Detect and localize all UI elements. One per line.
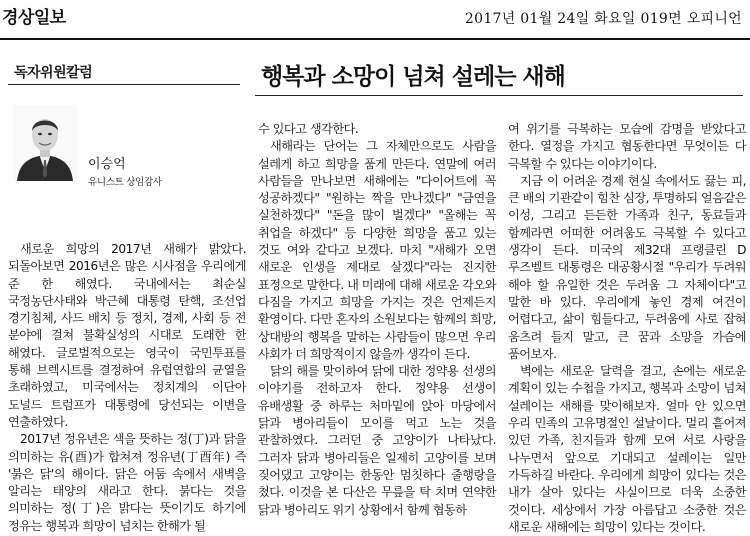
headline-divider [255,95,743,96]
article-paragraph: 여 위기를 극복하는 모습에 감명을 받았다고 한다. 열정을 가지고 협동한다면 무엇이든 다 극복할 수 있다는 이야기이다. [508,122,746,171]
article-column-3 [508,121,746,534]
article-paragraph: 지금 이 어려운 경제 현실 속에서도 끓는 피, 큰 배의 기관같이 힘찬 심장, 투명하되 얼음같은 이성, 그리고 든든한 가족과 친구, 동료들과 함께라면 어떠한 어려움도 극복할 수 있다고 생각이 든다. 미국의 제32대 프랭클린 D 루즈벨트 대통령은 대공황시절 "우리가 두려워 해야 할 유일한 것은 두려움 그 자체이다"고 말한 바 있다. 우리에게 놓인 경제 여건이 어렵다고, 삶이 힘들다고, 두려움에 사로 잡혀 움츠려 들지 말고, 큰 꿈과 소망을 가슴에 품어보자. [508,173,746,361]
author-title: 유니스트 상임감사 [88,177,162,188]
article-column-1 [8,241,246,533]
article-paragraph: 벽에는 새로운 달력을 걸고, 손에는 새로운 계획이 있는 수첩을 가지고, 행복과 소망이 넘쳐 설레이는 새해를 맞이해보자. 얼마 안 있으면 우리 민족의 고유명절인 설날이다. 멀리 흩어져 있던 가족, 친지들과 함께 모여 서로 사랑을 나누면서 앞으로 기대되고 설레이는 일만 가득하길 바란다. 우리에게 희망이 있다는 것은 내가 살아 있다는 사실이므로 더욱 소중한 것이다. 세상에서 가장 아름답고 소중한 것은 새로운 새해에는 희망이 있다는 것이다. [508,364,746,534]
masthead-divider [0,38,750,40]
column-label: 독자위원칼럼 [14,65,93,81]
article-paragraph: 새해라는 단어는 그 자체만으로도 사람을 설레게 하고 희망을 품게 만든다. 연말에 여러 사람들을 만나보면 새해에는 "다이어트에 꼭 성공하겠다" "원하는 짝을 만나겠다" "금연을 실천하겠다" "돈을 많이 벌겠다" "올해는 꼭 취업을 하겠다" 등 다양한 희망을 품고 있는 것도 여와 같다고 보겠다. 마치 "새해가 오면 새로운 인생을 제대로 살겠다"라는 진지한 표정으로 말한다. 내 미래에 대해 새로운 각오와 다짐을 가지고 희망을 가지는 것은 언제든지 환영이다. 다만 혼자의 소원보다는 함께의 희망, 상대방의 행복을 말하는 사람들이 많으면 우리 사회가 더 희망적이지 않을까 생각이 든다. [258,139,496,361]
column-label-divider [8,84,240,85]
article-column-2 [258,121,496,521]
author-portrait-icon [13,105,77,181]
article-paragraph: 닭의 해를 맞이하여 닭에 대한 정약용 선생의 이야기를 전하고자 한다. 정약용 선생이 유배생활 중 하루는 처마밑에 앉아 마당에서 닭과 병아리들이 모이를 먹고 노는 것을 관찰하였다. 그러던 중 고양이가 나타났다. 그러자 닭과 병아리들은 일제히 고양이를 보며 짖어댔고 고양이는 한동안 멈칫하다 줄행랑을 쳤다. 이것을 본 다산은 무릎을 탁 치며 연약한 닭과 병아리도 위기 상황에서 함께 협동하 [258,364,496,517]
author-name: 이승억 [88,157,126,172]
newspaper-name: 경상일보 [2,8,66,28]
article-paragraph: 수 있다고 생각한다. [258,122,359,136]
author-photo [13,105,77,181]
article-paragraph: 새로운 희망의 2017년 새해가 밝았다. 되돌아보면 2016년은 많은 시사점을 우리에게 준 한 해였다. 국내에서는 최순실 국정농단사태와 박근혜 대통령 탄핵, 조선업 경기침체, 사드 배치 등 정치, 경제, 사회 등 전 분야에 걸쳐 불확실성의 시대로 도래한 한 해였다. 글로벌적으로는 영국이 국민투표를 통해 브렉시트를 결정하여 유럽연합의 균열을 초래하였고, 미국에서는 정치계의 이단아 도널드 트럼프가 대통령에 당선되는 이변을 연출하였다. [8,242,246,429]
masthead [0,0,750,38]
article-headline: 행복과 소망이 넘쳐 설레는 새해 [261,64,565,90]
date-page-section-line: 2017년 01월 24일 화요일 019면 오피니언 [464,11,742,27]
article-paragraph: 2017년 정유년은 색을 뜻하는 정(丁)과 닭을 의미하는 유(酉)가 합쳐져 정유년(丁酉年) 즉 '붉은 닭'의 해이다. 닭은 어둠 속에서 새벽을 알리는 태양의 새라고 한다. 붉다는 것을 의미하는 정(丁)은 밝다는 뜻이기도 하기에 정유는 행복과 희망이 넘치는 한해가 될 [8,432,246,533]
